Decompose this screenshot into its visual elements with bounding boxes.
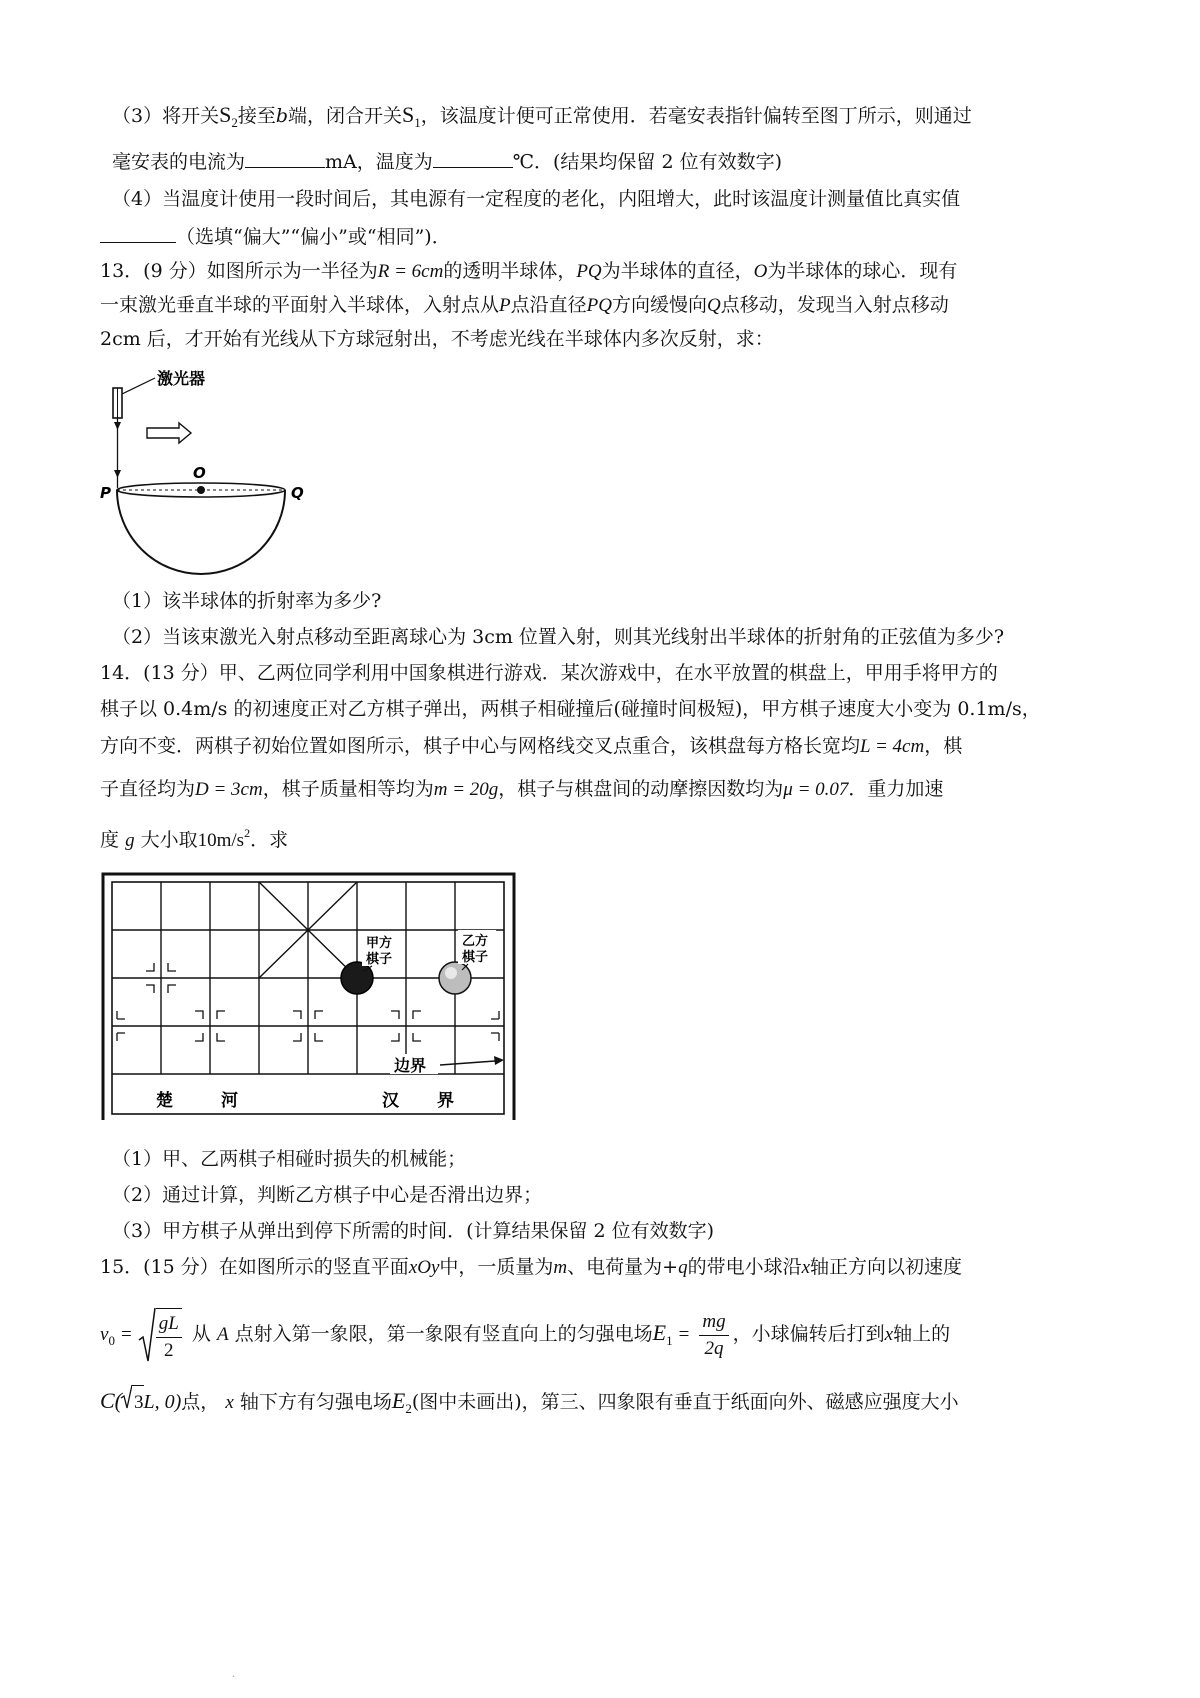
q12-part4-line1: （4）当温度计使用一段时间后，其电源有一定程度的老化，内阻增大，此时该温度计测量值比真实值: [112, 188, 961, 210]
river-han: 汉: [382, 1091, 399, 1111]
q13-sub2: （2）当该束激光入射点移动至距离球心为 3cm 位置入射，则其光线射出半球体的折射角的正弦值为多少?: [112, 626, 1005, 648]
q12-part4-line2: （选填“偏大”“偏小”或“相同”)．: [100, 222, 451, 250]
jia-label-1: 甲方: [366, 936, 393, 951]
q15-line2: $v_0$ = $\frac{gL}{2}$ 从 A 点射入第一象限，第一象限有竖直向上的匀强电场$E_1$ = $\frac{mg}{2q}$ ，小球偏转后打到x轴上的: [100, 1298, 950, 1368]
sqrt-sign-icon: [138, 1306, 156, 1366]
border-label: 边界: [394, 1056, 427, 1075]
answer-blank-current[interactable]: [245, 147, 325, 168]
sqrt-sign-icon-small: [120, 1384, 132, 1410]
hemisphere-body: [117, 490, 285, 574]
river-jie: 界: [437, 1091, 454, 1111]
sqrt-expression: $\frac{gL}{2}$: [138, 1300, 186, 1370]
hollow-arrow-icon: [147, 423, 191, 443]
center-dot: [197, 486, 205, 494]
q13-line1: 13．(9 分）如图所示为一半径为R = 6cm的透明半球体，PQ为半球体的直径，O为半球体的球心．现有: [100, 260, 958, 282]
q14-line5: 度 g 大小取$10m/s^2$．求: [100, 826, 289, 851]
laser-label: 激光器: [157, 369, 206, 388]
q15-line3: C( 3L, 0)点， x 轴下方有匀强电场$E_2$(图中未画出)，第三、四象限有垂直于纸面向外、磁感应强度大小: [100, 1384, 959, 1418]
yi-label-1: 乙方: [462, 934, 489, 949]
q13-line3: 2cm 后，才开始有光线从下方球冠射出，不考虑光线在半球体内多次反射，求：: [100, 328, 774, 350]
q14-line4: 子直径均为D = 3cm，棋子质量相等均为m = 20g，棋子与棋盘间的动摩擦因数均为μ = 0.07．重力加速: [100, 778, 944, 800]
q14-sub3: （3）甲方棋子从弹出到停下所需的时间．(计算结果保留 2 位有效数字): [112, 1220, 715, 1242]
river-he: 河: [221, 1091, 238, 1111]
jia-label-2: 棋子: [366, 952, 393, 967]
yi-label-2: 棋子: [462, 950, 489, 965]
q14-line3: 方向不变．两棋子初始位置如图所示，棋子中心与网格线交叉点重合，该棋盘每方格长宽均L = 4cm，棋: [100, 735, 963, 757]
q14-line2: 棋子以 0.4m/s 的初速度正对乙方棋子弹出，两棋子相碰撞后(碰撞时间极短)，甲方棋子速度大小变为 0.1m/s，: [100, 698, 1041, 720]
yi-piece: [439, 962, 471, 994]
hemisphere-figure: [95, 360, 335, 580]
svg-text:P: P: [100, 484, 111, 502]
q12-part3-line2: 毫安表的电流为 mA，温度为 ℃．(结果均保留 2 位有效数字): [112, 147, 782, 175]
q14-sub1: （1）甲、乙两棋子相碰时损失的机械能；: [112, 1148, 467, 1170]
svg-text:Q: Q: [291, 484, 304, 502]
q14-line1: 14．(13 分）甲、乙两位同学利用中国象棋进行游戏．某次游戏中，在水平放置的棋盘上，甲用手将甲方的: [100, 662, 998, 684]
chessboard-figure: [100, 868, 520, 1124]
answer-blank-bias[interactable]: [100, 222, 176, 243]
q14-sub2: （2）通过计算，判断乙方棋子中心是否滑出边界；: [112, 1184, 543, 1206]
footer-dot: ·: [232, 1672, 236, 1683]
svg-text:O: O: [193, 464, 206, 482]
q12-part3-line1: （3）将开关$S_2$接至b端，闭合开关$S_1$，该温度计便可正常使用．若毫安表指针偏转至图丁所示，则通过: [112, 102, 972, 130]
river-chu: 楚: [156, 1091, 173, 1111]
answer-blank-temperature[interactable]: [433, 147, 513, 168]
q13-sub1: （1）该半球体的折射率为多少?: [112, 590, 382, 612]
q15-line1: 15．(15 分）在如图所示的竖直平面xOy中，一质量为m、电荷量为+q的带电小球沿x轴正方向以初速度: [100, 1256, 963, 1278]
q13-line2: 一束激光垂直半球的平面射入半球体，入射点从P点沿直径PQ方向缓慢向Q点移动，发现当入射点移动: [100, 294, 949, 316]
